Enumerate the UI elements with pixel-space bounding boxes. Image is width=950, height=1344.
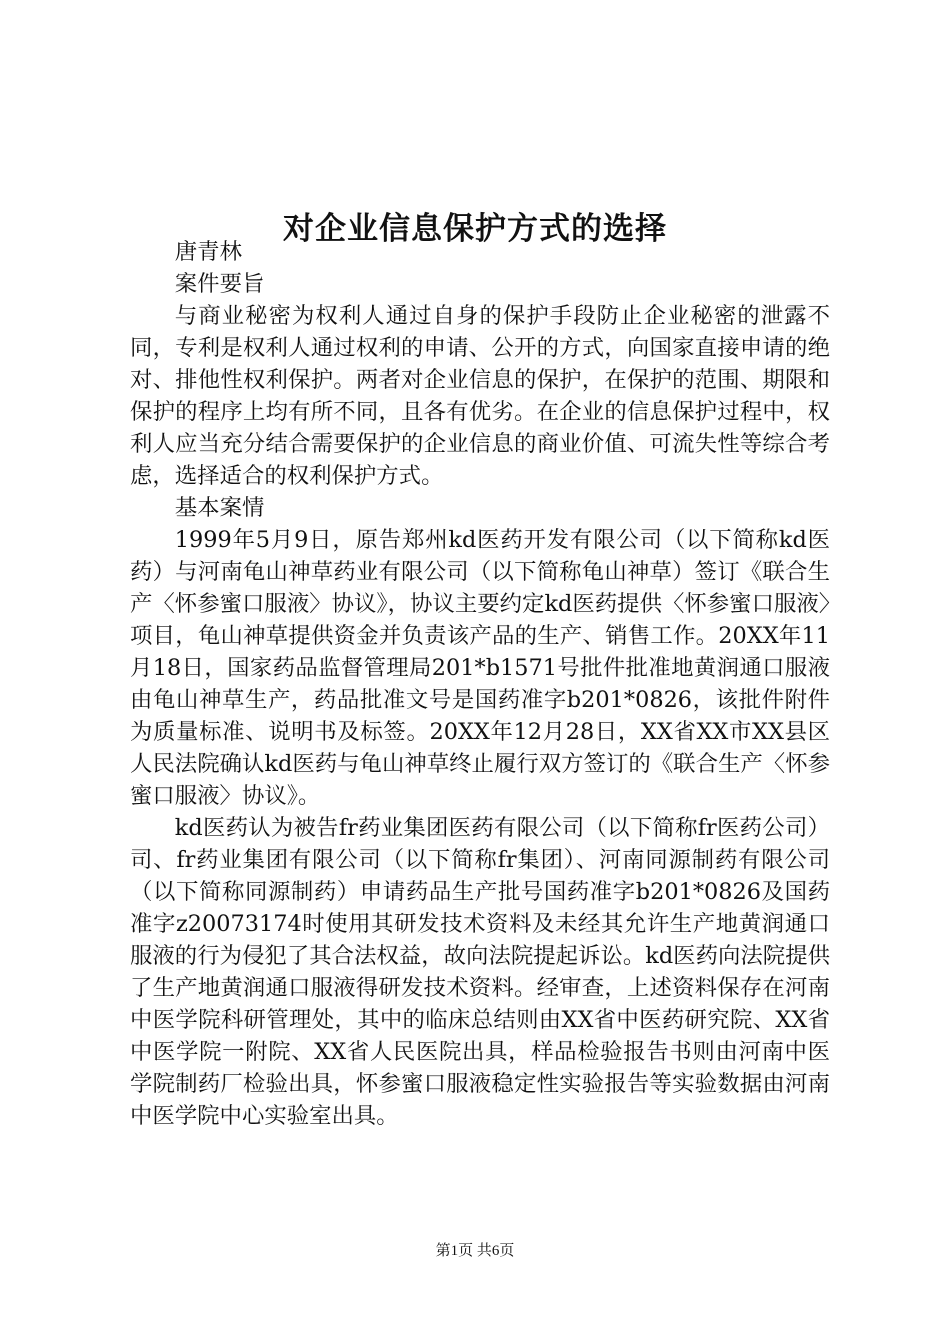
case-facts-paragraph-2: kd医药认为被告fr药业集团医药有限公司（以下简称fr医药公司）司、fr药业集团有限公司（以下简称fr集团）、河南同源制药有限公司（以下简称同源制药）申请药品生产批号国药准字b201*0826及国药准字z20073174时使用其研发技术资料及未经其允许生产地黄润通口服液的行为侵犯了其合法权益，故向法院提起诉讼。kd医药向法院提供了生产地黄润通口服液得研发技术资料。经审查，上述资料保存在河南中医学院科研管理处，其中的临床总结则由XX省中医药研究院、XX省中医学院一附院、XX省人民医院出具，样品检验报告书则由河南中医学院制药厂检验出具，怀参蜜口服液稳定性实验报告等实验数据由河南中医学院中心实验室出具。 — [130, 815, 830, 1129]
document-body — [130, 236, 830, 1132]
summary-paragraph: 与商业秘密为权利人通过自身的保护手段防止企业秘密的泄露不同，专利是权利人通过权利的申请、公开的方式，向国家直接申请的绝对、排他性权利保护。两者对企业信息的保护，在保护的范围、期限和保护的程序上均有所不同，且各有优劣。在企业的信息保护过程中，权利人应当充分结合需要保护的企业信息的商业价值、可流失性等综合考虑，选择适合的权利保护方式。 — [130, 303, 830, 489]
author-line: 唐青林 — [174, 239, 242, 265]
section-heading-case-facts: 基本案情 — [174, 495, 265, 521]
section-heading-summary: 案件要旨 — [174, 271, 265, 297]
document-title: 对企业信息保护方式的选择 — [283, 210, 667, 247]
case-facts-paragraph-1: 1999年5月9日，原告郑州kd医药开发有限公司（以下简称kd医药）与河南龟山神草药业有限公司（以下简称龟山神草）签订《联合生产〈怀参蜜口服液〉协议》，协议主要约定kd医药提供〈怀参蜜口服液〉项目，龟山神草提供资金并负责该产品的生产、销售工作。20XX年11月18日，国家药品监督管理局201*b1571号批件批准地黄润通口服液由龟山神草生产，药品批准文号是国药准字b201*0826，该批件附件为质量标准、说明书及标签。20XX年12月28日，XX省XX市XX县区人民法院确认kd医药与龟山神草终止履行双方签订的《联合生产〈怀参蜜口服液〉协议》。 — [130, 527, 830, 809]
page-footer: 第1页 共6页 — [435, 1243, 515, 1259]
